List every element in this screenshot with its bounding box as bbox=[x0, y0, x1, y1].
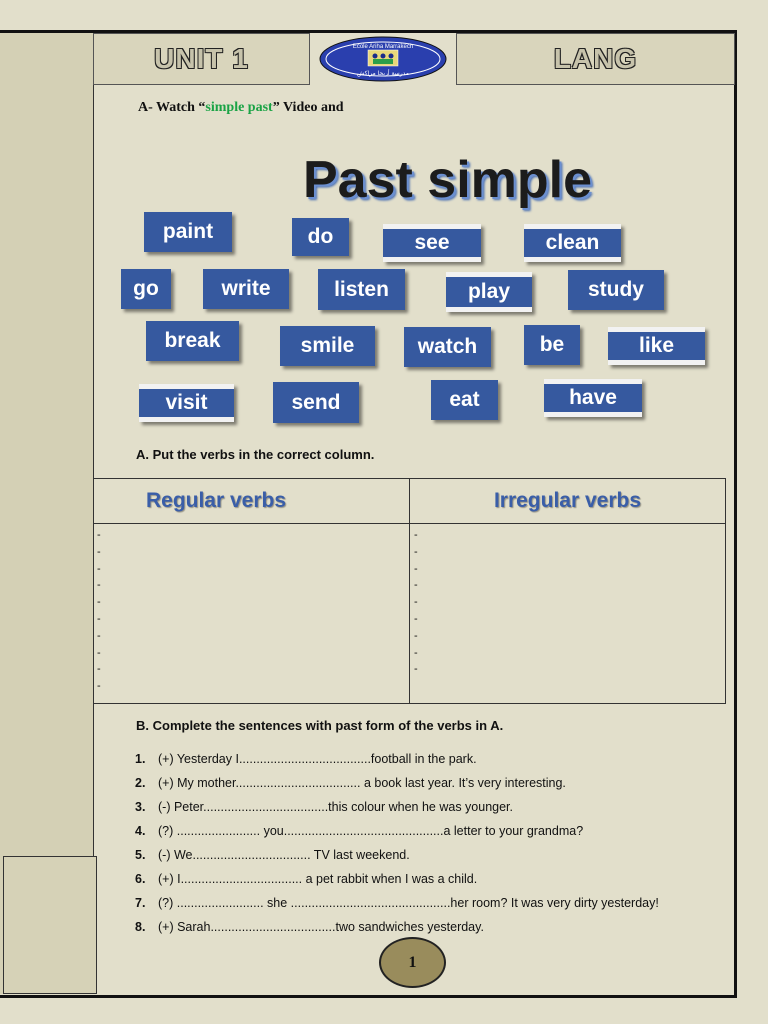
verb-card: listen bbox=[318, 269, 405, 310]
verb-card: have bbox=[544, 379, 642, 417]
table-column-divider bbox=[409, 479, 410, 703]
answer-line[interactable]: - bbox=[97, 596, 101, 609]
task-b-label: B. Complete the sentences with past form of the verbs in A. bbox=[136, 718, 504, 733]
sentence-text: (?) ......................... she ..............................................her room? It was very dirty yesterday! bbox=[158, 896, 659, 910]
answer-line[interactable]: - bbox=[414, 545, 418, 558]
answer-line[interactable]: - bbox=[97, 646, 101, 659]
irregular-verbs-header: Irregular verbs bbox=[410, 479, 725, 524]
task-a-label: A. Put the verbs in the correct column. bbox=[136, 447, 375, 462]
irregular-verbs-column bbox=[414, 527, 418, 678]
sentence-item[interactable] bbox=[135, 819, 735, 843]
verb-card: clean bbox=[524, 224, 621, 262]
sentence-number: 5. bbox=[135, 848, 146, 862]
answer-line[interactable]: - bbox=[97, 629, 101, 642]
sentence-text: (-) We.................................. TV last weekend. bbox=[158, 848, 410, 862]
answer-line[interactable]: - bbox=[97, 579, 101, 592]
verb-card: send bbox=[273, 382, 359, 423]
unit-header-cell bbox=[93, 33, 310, 85]
sentence-list bbox=[135, 747, 735, 939]
sentence-text: (?) ........................ you..............................................a letter to your grandma? bbox=[158, 824, 584, 838]
answer-line[interactable]: - bbox=[97, 562, 101, 575]
instruction-a-prefix: A- Watch “ bbox=[138, 100, 206, 115]
page-number: 1 bbox=[379, 937, 446, 988]
verb-card: like bbox=[608, 327, 705, 365]
lang-header-cell bbox=[456, 33, 735, 85]
verb-card: write bbox=[203, 269, 289, 309]
answer-line[interactable]: - bbox=[97, 680, 101, 693]
sentence-item[interactable] bbox=[135, 771, 735, 795]
verb-card: eat bbox=[431, 380, 498, 420]
sentence-item[interactable] bbox=[135, 843, 735, 867]
sentence-number: 2. bbox=[135, 776, 146, 790]
lang-label: LANG bbox=[553, 43, 638, 74]
answer-line[interactable]: - bbox=[414, 612, 418, 625]
sentence-text: (+) Yesterday I......................................football in the park. bbox=[158, 752, 477, 766]
verb-card: do bbox=[292, 218, 349, 256]
answer-line[interactable]: - bbox=[414, 596, 418, 609]
sentence-item[interactable] bbox=[135, 915, 735, 939]
logo-arabic-name: مدرسة أريحا مراكش bbox=[356, 70, 409, 77]
regular-verbs-column bbox=[97, 527, 101, 695]
verb-card: be bbox=[524, 325, 580, 365]
sentence-number: 1. bbox=[135, 752, 146, 766]
verb-card: paint bbox=[144, 212, 232, 252]
sentence-number: 4. bbox=[135, 824, 146, 838]
answer-line[interactable]: - bbox=[414, 579, 418, 592]
verb-sorting-table bbox=[93, 478, 726, 704]
instruction-a-suffix: ” Video and bbox=[272, 100, 344, 115]
school-logo bbox=[310, 33, 455, 85]
answer-line[interactable]: - bbox=[414, 529, 418, 541]
sentence-item[interactable] bbox=[135, 795, 735, 819]
answer-line[interactable]: - bbox=[414, 629, 418, 642]
answer-line[interactable]: - bbox=[414, 562, 418, 575]
answer-line[interactable]: - bbox=[414, 663, 418, 676]
verb-card: watch bbox=[404, 327, 491, 367]
sentence-text: (+) I................................... a pet rabbit when I was a child. bbox=[158, 872, 478, 886]
verb-card: visit bbox=[139, 384, 234, 422]
sentence-text: (-) Peter....................................this colour when he was younger. bbox=[158, 800, 514, 814]
unit-label: UNIT 1 bbox=[154, 43, 249, 74]
sentence-item[interactable] bbox=[135, 747, 735, 771]
sentence-text: (+) Sarah....................................two sandwiches yesterday. bbox=[158, 920, 484, 934]
instruction-a bbox=[138, 100, 344, 116]
answer-line[interactable]: - bbox=[97, 663, 101, 676]
logo-school-name: Ecole Ariha Marrakech bbox=[352, 44, 413, 50]
verb-card: go bbox=[121, 269, 171, 309]
sentence-item[interactable] bbox=[135, 891, 735, 915]
verb-card: study bbox=[568, 270, 664, 310]
verb-card: see bbox=[383, 224, 481, 262]
sentence-number: 8. bbox=[135, 920, 146, 934]
answer-line[interactable]: - bbox=[97, 612, 101, 625]
sentence-number: 3. bbox=[135, 800, 146, 814]
sentence-number: 7. bbox=[135, 896, 146, 910]
page-title: Past simple bbox=[303, 151, 593, 209]
sentence-item[interactable] bbox=[135, 867, 735, 891]
instruction-a-highlight: simple past bbox=[205, 100, 273, 115]
verb-card: smile bbox=[280, 326, 375, 366]
sentence-number: 6. bbox=[135, 872, 146, 886]
verb-card: break bbox=[146, 321, 239, 361]
regular-verbs-header: Regular verbs bbox=[94, 479, 338, 524]
sentence-text: (+) My mother.................................... a book last year. It’s very interesting. bbox=[158, 776, 566, 790]
answer-line[interactable]: - bbox=[414, 646, 418, 659]
verb-card: play bbox=[446, 272, 532, 312]
answer-line[interactable]: - bbox=[97, 529, 101, 541]
answer-line[interactable]: - bbox=[97, 545, 101, 558]
